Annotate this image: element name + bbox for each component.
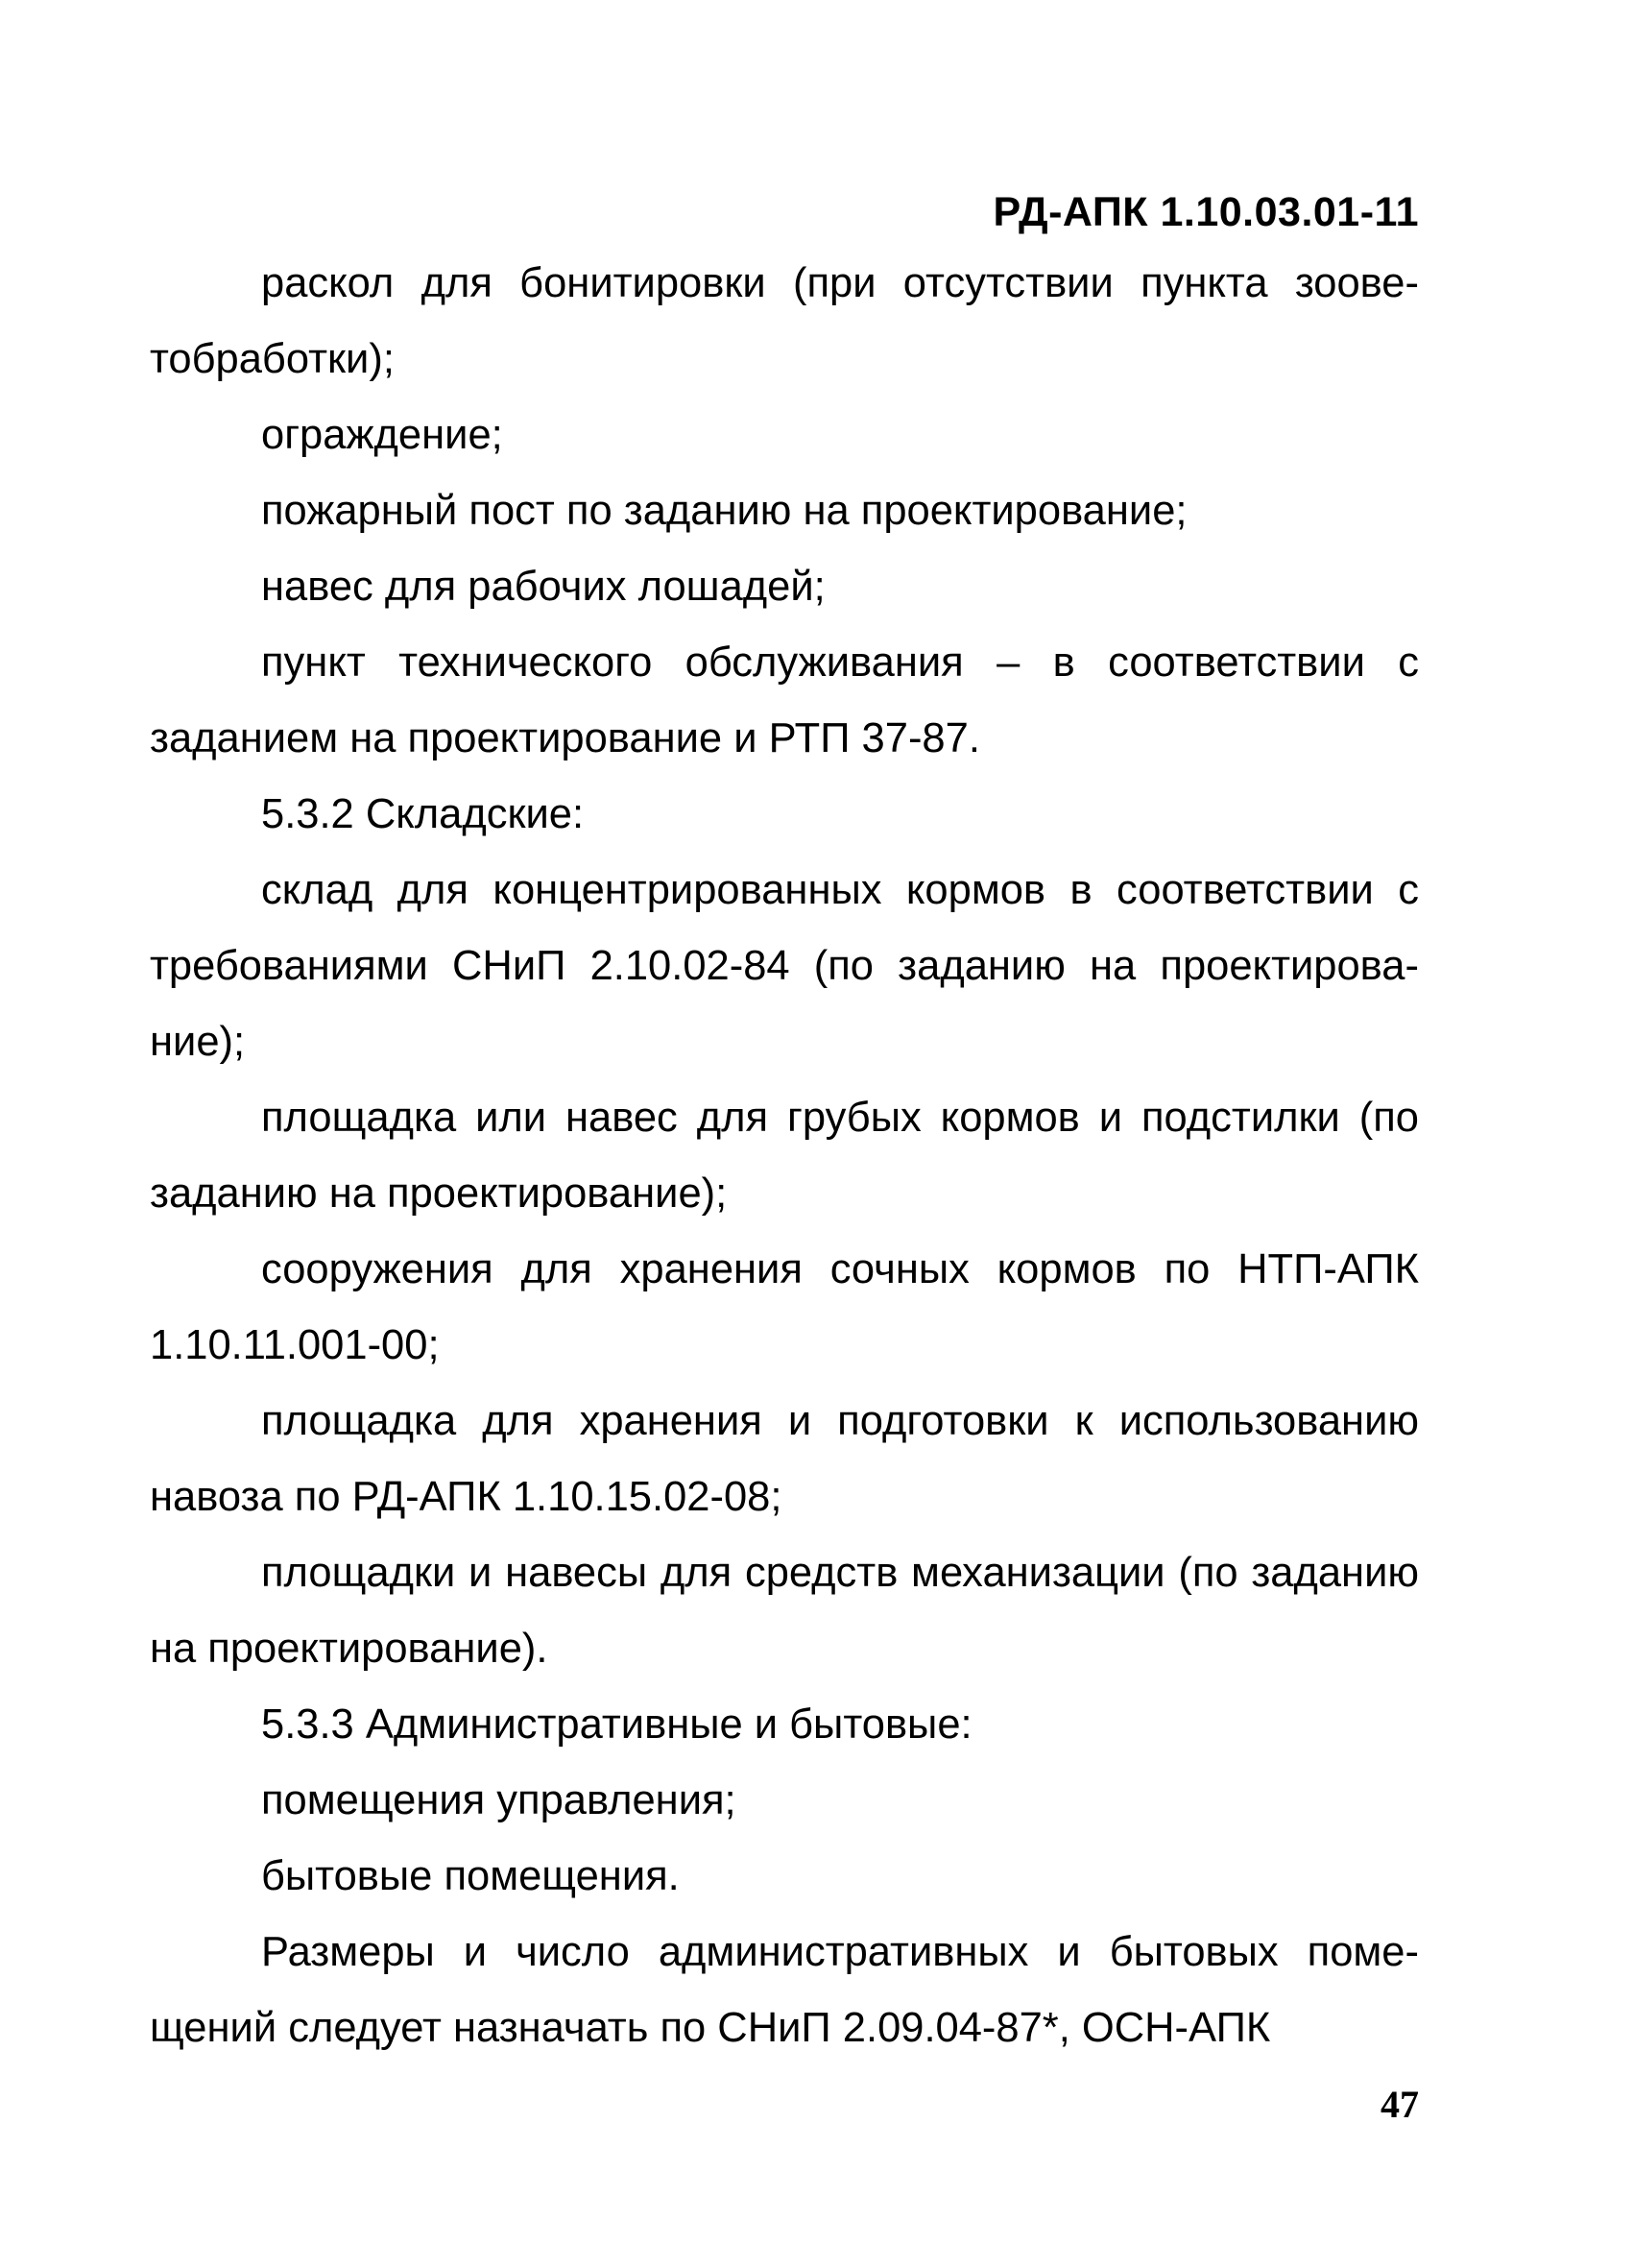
paragraph-3: пожарный пост по заданию на проектирование; xyxy=(261,488,1188,534)
paragraph-7: склад для концентрированных кормов в соответствии с требованиями СНиП 2.10.02-84 (по заданию на проектирование); xyxy=(150,867,1419,1065)
paragraph-4: навес для рабочих лошадей; xyxy=(261,564,826,610)
paragraph-10: площадка для хранения и подготовки к использованию навоза по РД-АПК 1.10.15.02-08; xyxy=(150,1398,1419,1520)
page-body xyxy=(150,246,1419,2066)
paragraph-5: пункт технического обслуживания – в соответствии с заданием на проектирование и РТП 37-87. xyxy=(150,639,1419,761)
document-code-header: РД-АПК 1.10.03.01-11 xyxy=(993,189,1419,235)
paragraph-8: площадка или навес для грубых кормов и подстилки (по заданию на проектирование); xyxy=(150,1095,1419,1217)
paragraph-14: бытовые помещения. xyxy=(261,1853,680,1899)
paragraph-2: ограждение; xyxy=(261,412,503,458)
paragraph-9: сооружения для хранения сочных кормов по НТП-АПК 1.10.11.001-00; xyxy=(150,1246,1419,1368)
paragraph-11: площадки и навесы для средств механизации (по заданию на проектирование). xyxy=(150,1550,1419,1672)
page-number: 47 xyxy=(1381,2083,1419,2126)
section-heading-5-3-3: 5.3.3 Административные и бытовые: xyxy=(261,1701,973,1748)
paragraph-15: Размеры и число административных и бытовых помещений следует назначать по СНиП 2.09.04-87*, ОСН-АПК xyxy=(150,1929,1419,2051)
paragraph-13: помещения управления; xyxy=(261,1777,736,1823)
section-heading-5-3-2: 5.3.2 Складские: xyxy=(261,791,585,837)
paragraph-1: раскол для бонитировки (при отсутствии пункта зооветобработки); xyxy=(150,260,1419,382)
